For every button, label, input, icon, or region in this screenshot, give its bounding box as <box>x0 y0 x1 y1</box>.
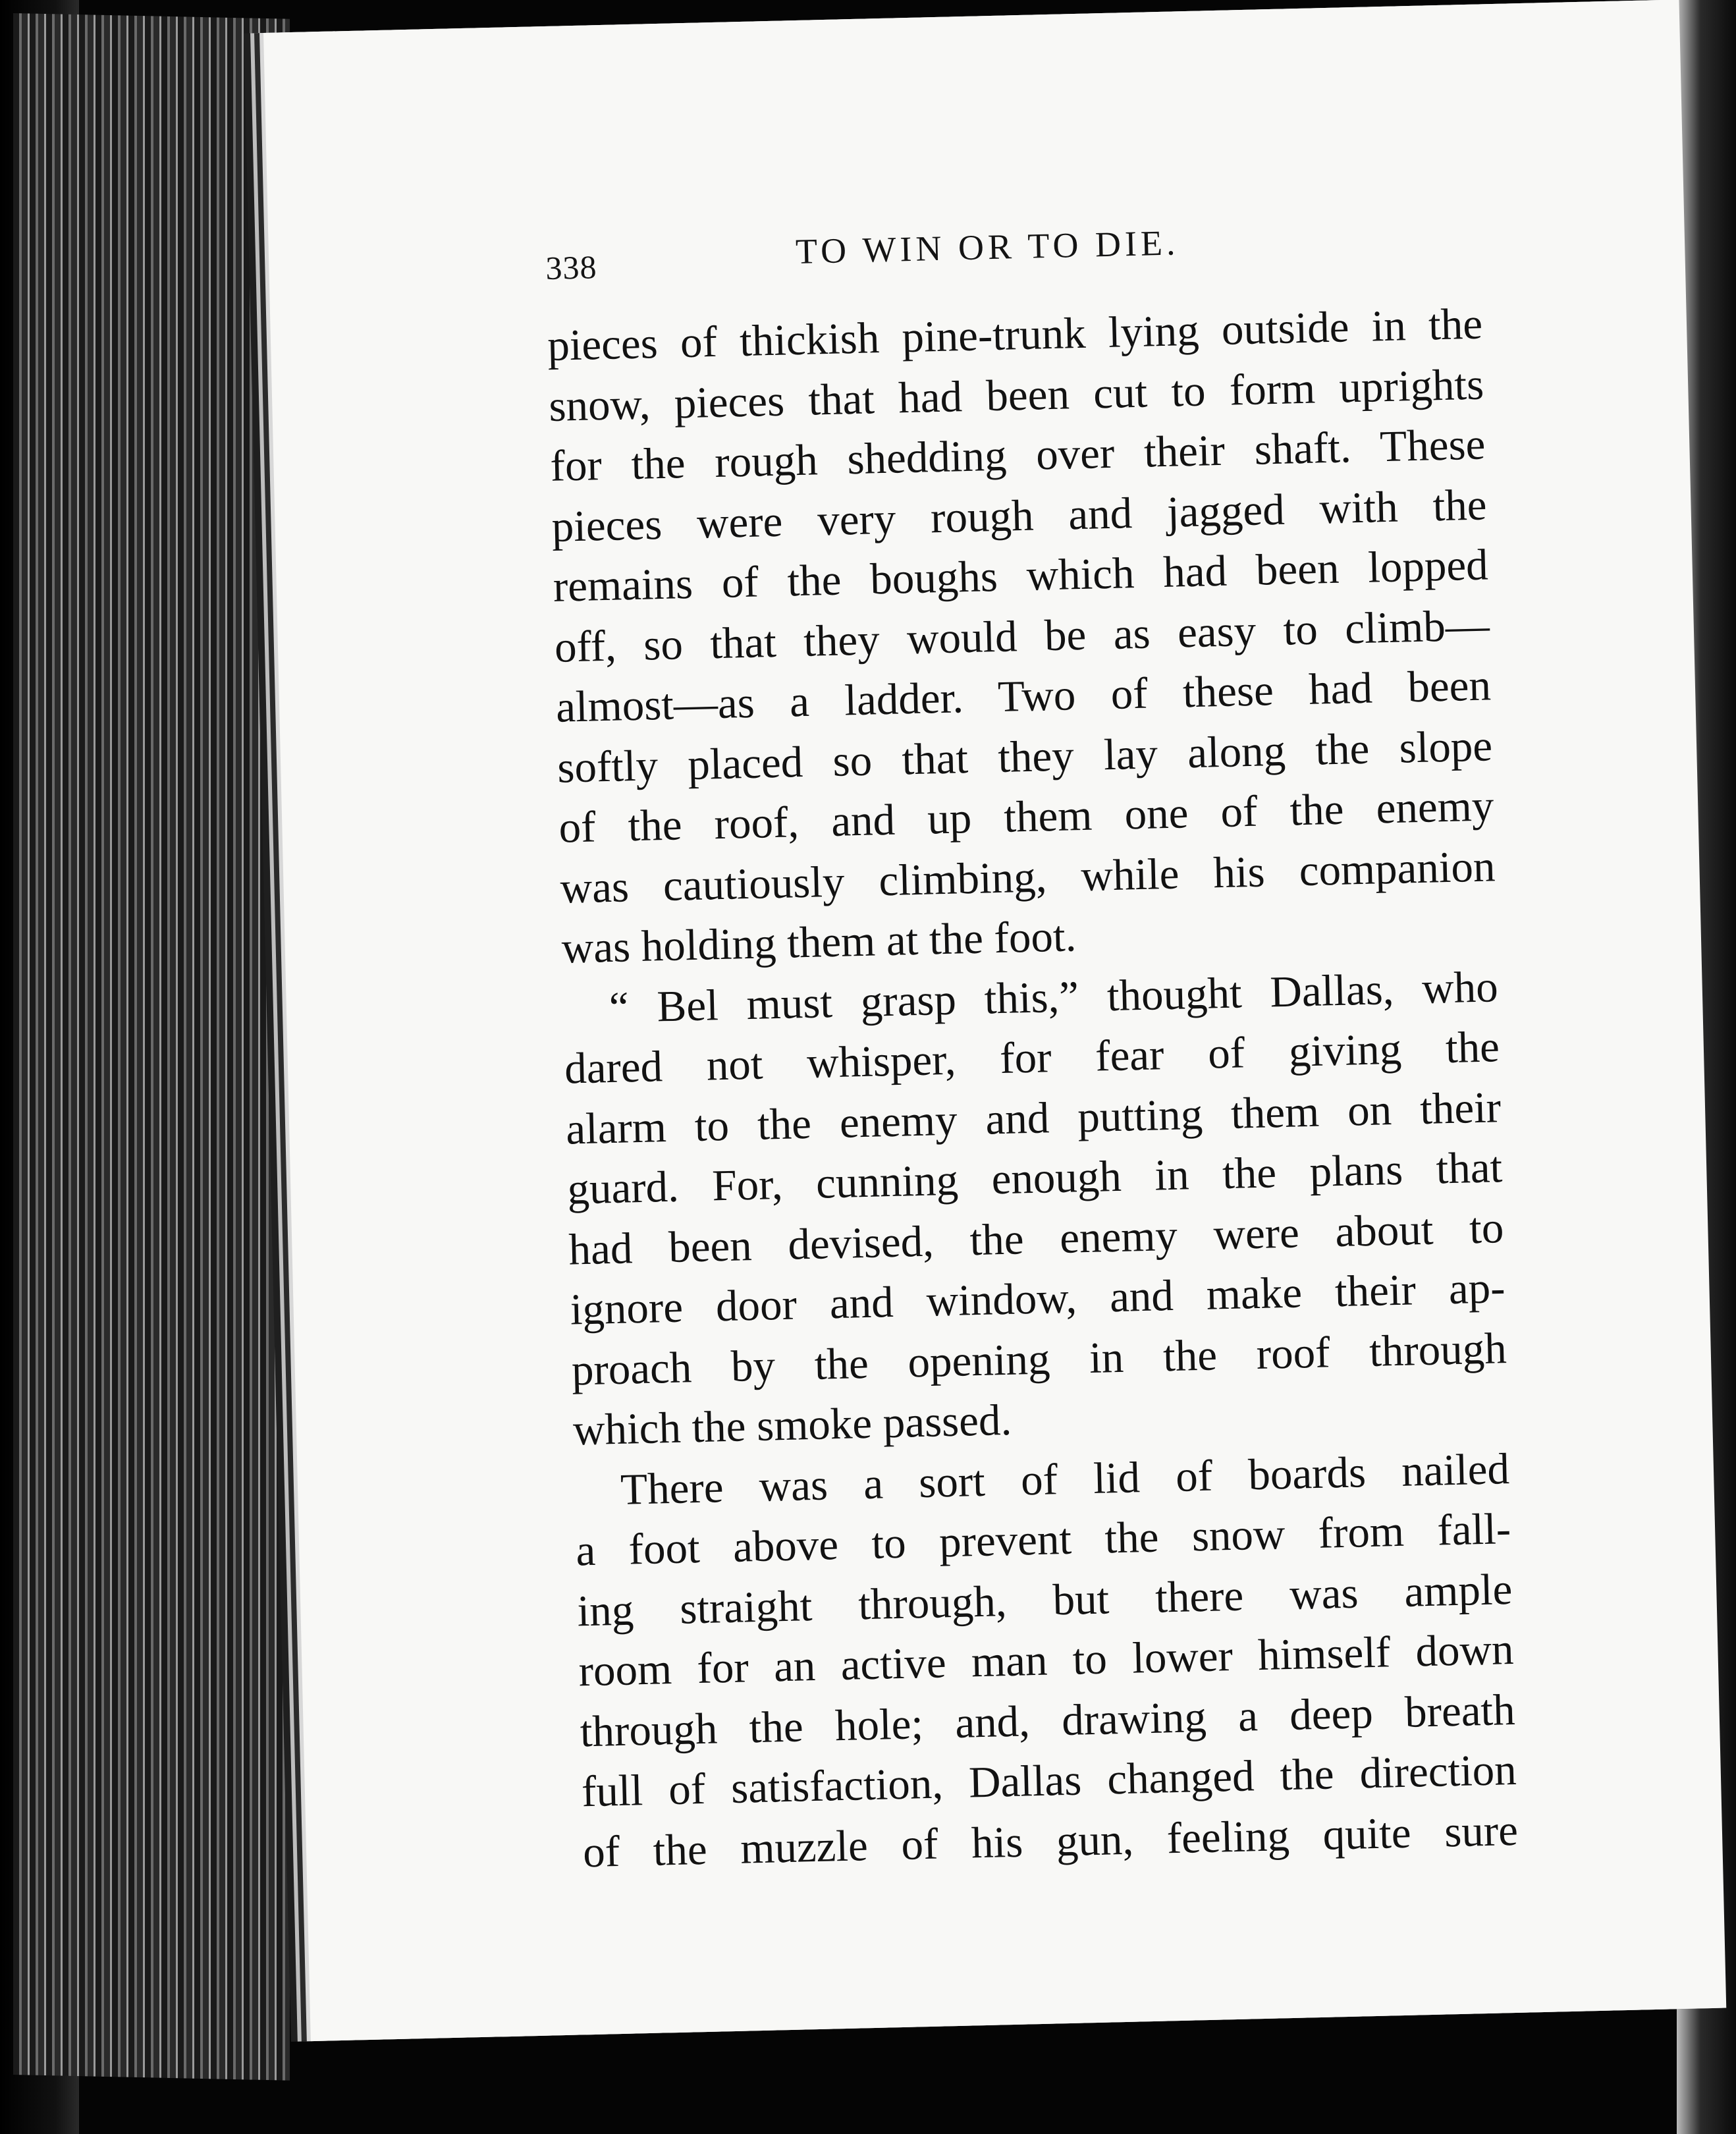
text-line: was holding them at the foot. <box>560 912 1077 973</box>
page-edges-stack <box>13 13 290 2081</box>
page-number: 338 <box>545 248 598 287</box>
paragraph-1 <box>547 294 1497 979</box>
text-line: had been devised, the enemy were about to <box>568 1203 1505 1274</box>
text-line: pieces were very rough and jagged with the <box>551 479 1488 551</box>
paragraph-2 <box>562 957 1509 1461</box>
text-line: There was a sort of lid of boards nailed <box>620 1444 1510 1514</box>
text-line: room for an active man to lower himself down <box>578 1624 1515 1696</box>
running-title: TO WIN OR TO DIE. <box>795 223 1180 272</box>
text-line: of the muzzle of his gun, feeling quite sure <box>582 1805 1519 1876</box>
text-line: of the roof, and up them one of the enemy <box>558 781 1495 852</box>
text-line: remains of the boughs which had been lopped <box>553 540 1489 611</box>
paragraph-3 <box>574 1439 1519 1883</box>
text-line: pieces of thickish pine-trunk lying outside in the <box>547 299 1483 370</box>
text-line: almost—as a ladder. Two of these had been <box>555 661 1492 732</box>
book-page <box>263 0 1726 2041</box>
text-line: off, so that they would be as easy to climb— <box>554 600 1490 672</box>
text-line: ing straight through, but there was ample <box>576 1564 1513 1635</box>
body-text <box>547 294 1519 1883</box>
text-line: ignore door and window, and make their ap- <box>569 1263 1506 1334</box>
page-header <box>545 215 1468 296</box>
text-line: alarm to the enemy and putting them on their <box>565 1082 1502 1154</box>
text-line: snow, pieces that had been cut to form uprights <box>548 360 1484 431</box>
text-line: which the smoke passed. <box>572 1395 1012 1455</box>
text-line: was cautiously climbing, while his companion <box>559 841 1496 913</box>
text-line: a foot above to prevent the snow from fall- <box>575 1504 1511 1575</box>
text-line: for the rough shedding over their shaft. These <box>549 420 1486 491</box>
text-line: guard. For, cunning enough in the plans that <box>566 1143 1503 1214</box>
text-line: dared not whisper, for fear of giving the <box>564 1022 1500 1093</box>
text-line: through the hole; and, drawing a deep breath <box>580 1685 1516 1756</box>
text-line: “ Bel must grasp this,” thought Dallas, who <box>609 962 1499 1032</box>
text-line: full of satisfaction, Dallas changed the direction <box>581 1745 1517 1817</box>
text-line: proach by the opening in the roof through <box>571 1323 1507 1395</box>
text-line: softly placed so that they lay along the slope <box>556 721 1493 792</box>
